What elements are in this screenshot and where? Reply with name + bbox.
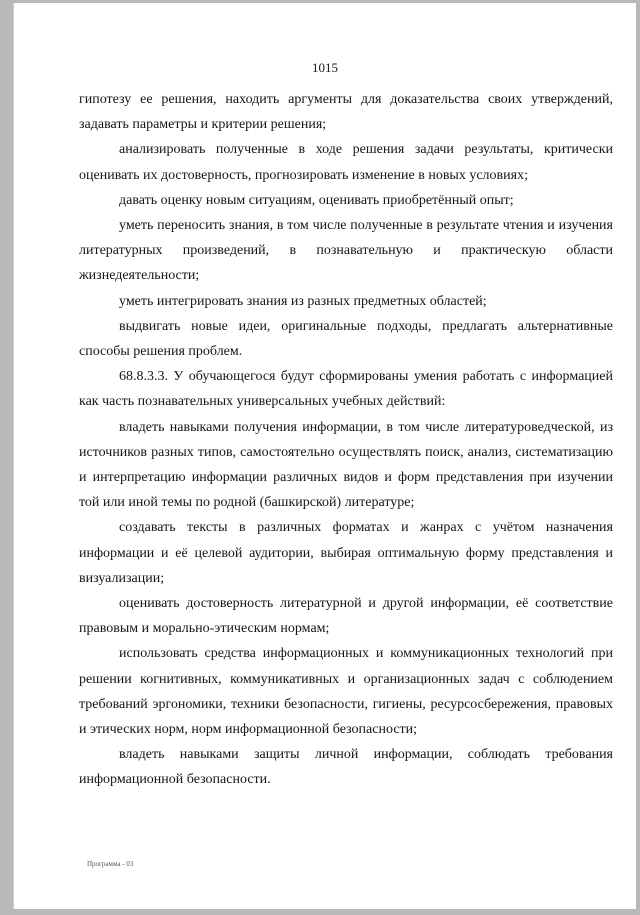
document-body bbox=[79, 87, 613, 793]
paragraph-7: 68.8.3.3. У обучающегося будут сформированы умения работать с информацией как часть познавательных универсальных учебных действий: bbox=[79, 369, 613, 410]
paragraph-12: владеть навыками защиты личной информации, соблюдать требования информационной безопасности. bbox=[79, 747, 613, 788]
paragraph-8: владеть навыками получения информации, в том числе литературоведческой, из источников разных типов, самостоятельно осуществлять поиск, анализ, систематизацию и интерпретацию информации различных видов и форм представления при изучении той или иной темы по родной (башкирской) литературе; bbox=[79, 419, 613, 511]
paragraph-6: выдвигать новые идеи, оригинальные подходы, предлагать альтернативные способы решения проблем. bbox=[79, 318, 613, 360]
page-footer: Программа - 03 bbox=[87, 860, 134, 868]
paragraph-10: оценивать достоверность литературной и другой информации, её соответствие правовым и морально-этическим нормам; bbox=[79, 596, 613, 637]
paragraph-2: анализировать полученные в ходе решения задачи результаты, критически оценивать их достоверность, прогнозировать изменение в новых условиях; bbox=[79, 142, 613, 183]
paragraph-11: использовать средства информационных и коммуникационных технологий при решении когнитивных, коммуникативных и организационных задач с соблюдением требований эргономики, техники безопасности, гигиены, ресурсосбережения, правовых и этических норм, норм информационной безопасности; bbox=[79, 646, 613, 738]
page-number: 1015 bbox=[312, 60, 338, 75]
paragraph-9: создавать тексты в различных форматах и жанрах с учётом назначения информации и её целевой аудитории, выбирая оптимальную форму представления и визуализации; bbox=[79, 520, 613, 586]
paragraph-3: давать оценку новым ситуациям, оценивать приобретённый опыт; bbox=[119, 192, 514, 208]
paragraph-5: уметь интегрировать знания из разных предметных областей; bbox=[119, 293, 487, 309]
document-page bbox=[13, 3, 636, 909]
paragraph-4: уметь переносить знания, в том числе полученные в результате чтения и изучения литературных произведений, в познавательную и практическую области жизнедеятельности; bbox=[79, 218, 613, 284]
paragraph-1: гипотезу ее решения, находить аргументы для доказательства своих утверждений, задавать параметры и критерии решения; bbox=[79, 92, 613, 133]
